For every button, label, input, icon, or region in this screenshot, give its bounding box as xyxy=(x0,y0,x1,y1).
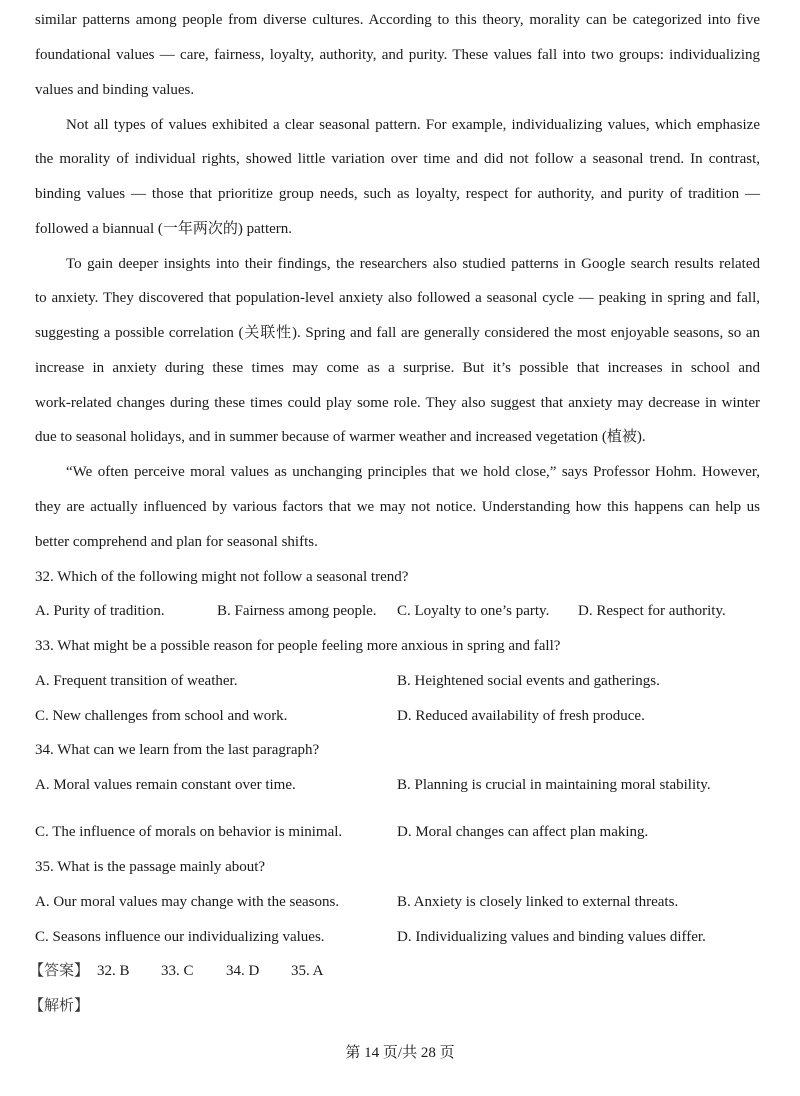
passage-line: they are actually influenced by various factors that we may not notice. Understanding how this happens can help us xyxy=(35,499,760,515)
question-33-stem: 33. What might be a possible reason for people feeling more anxious in spring and fall? xyxy=(35,638,561,654)
passage-line: suggesting a possible correlation (关联性). Spring and fall are generally considered the most enjoyable seasons, so an xyxy=(35,325,760,341)
answer-item: 34. D xyxy=(226,963,260,979)
passage-line: binding values — those that prioritize group needs, such as loyalty, respect for authority, and purity of tradition — xyxy=(35,186,760,202)
question-34-option-d: D. Moral changes can affect plan making. xyxy=(397,824,649,840)
page-footer: 第 14 页/共 28 页 xyxy=(345,1045,455,1061)
answer-item: 35. A xyxy=(291,963,324,979)
question-34-option-c: C. The influence of morals on behavior is minimal. xyxy=(35,824,343,840)
answer-item: 33. C xyxy=(161,963,194,979)
question-35-stem: 35. What is the passage mainly about? xyxy=(35,859,266,875)
passage-line: similar patterns among people from diverse cultures. According to this theory, morality can be categorized into five xyxy=(35,12,760,28)
question-35-option-c: C. Seasons influence our individualizing values. xyxy=(35,929,325,945)
question-34-option-a: A. Moral values remain constant over time. xyxy=(35,777,296,793)
question-32-stem: 32. Which of the following might not follow a seasonal trend? xyxy=(35,569,409,585)
question-32-option-a: A. Purity of tradition. xyxy=(35,603,165,619)
question-34-stem: 34. What can we learn from the last paragraph? xyxy=(35,742,320,758)
passage-line: work-related changes during these times could play some role. They also suggest that anxiety may decrease in winter xyxy=(35,395,760,411)
passage-line: foundational values — care, fairness, loyalty, authority, and purity. These values fall into two groups: individualizing xyxy=(35,47,760,63)
passage-line: the morality of individual rights, showed little variation over time and did not follow a seasonal trend. In contrast, xyxy=(35,151,760,167)
question-32-option-d: D. Respect for authority. xyxy=(578,603,726,619)
question-33-option-d: D. Reduced availability of fresh produce. xyxy=(397,708,645,724)
passage-line: To gain deeper insights into their findings, the researchers also studied patterns in Google search results related xyxy=(66,256,760,272)
question-34-option-b: B. Planning is crucial in maintaining moral stability. xyxy=(397,777,711,793)
passage-line: increase in anxiety during these times may come as a surprise. But it’s possible that increases in school and xyxy=(35,360,760,376)
question-32-option-b: B. Fairness among people. xyxy=(217,603,377,619)
analysis-label: 【解析】 xyxy=(29,998,90,1014)
passage-line: due to seasonal holidays, and in summer because of warmer weather and increased vegetation (植被). xyxy=(35,429,646,445)
question-33-option-c: C. New challenges from school and work. xyxy=(35,708,288,724)
answer-item: 32. B xyxy=(97,963,130,979)
passage-line: followed a biannual (一年两次的) pattern. xyxy=(35,221,293,237)
passage-line: better comprehend and plan for seasonal shifts. xyxy=(35,534,318,550)
passage-line: “We often perceive moral values as unchanging principles that we hold close,” says Professor Hohm. However, xyxy=(66,464,760,480)
question-35-option-b: B. Anxiety is closely linked to external threats. xyxy=(397,894,679,910)
answer-label: 【答案】 xyxy=(29,963,90,979)
passage-line: values and binding values. xyxy=(35,82,195,98)
question-35-option-d: D. Individualizing values and binding values differ. xyxy=(397,929,706,945)
question-32-option-c: C. Loyalty to one’s party. xyxy=(397,603,550,619)
passage-line: to anxiety. They discovered that population-level anxiety also followed a seasonal cycle — peaking in spring and fall, xyxy=(35,290,760,306)
question-33-option-a: A. Frequent transition of weather. xyxy=(35,673,238,689)
question-35-option-a: A. Our moral values may change with the seasons. xyxy=(35,894,340,910)
passage-line: Not all types of values exhibited a clear seasonal pattern. For example, individualizing values, which emphasize xyxy=(66,117,760,133)
question-33-option-b: B. Heightened social events and gatherings. xyxy=(397,673,660,689)
